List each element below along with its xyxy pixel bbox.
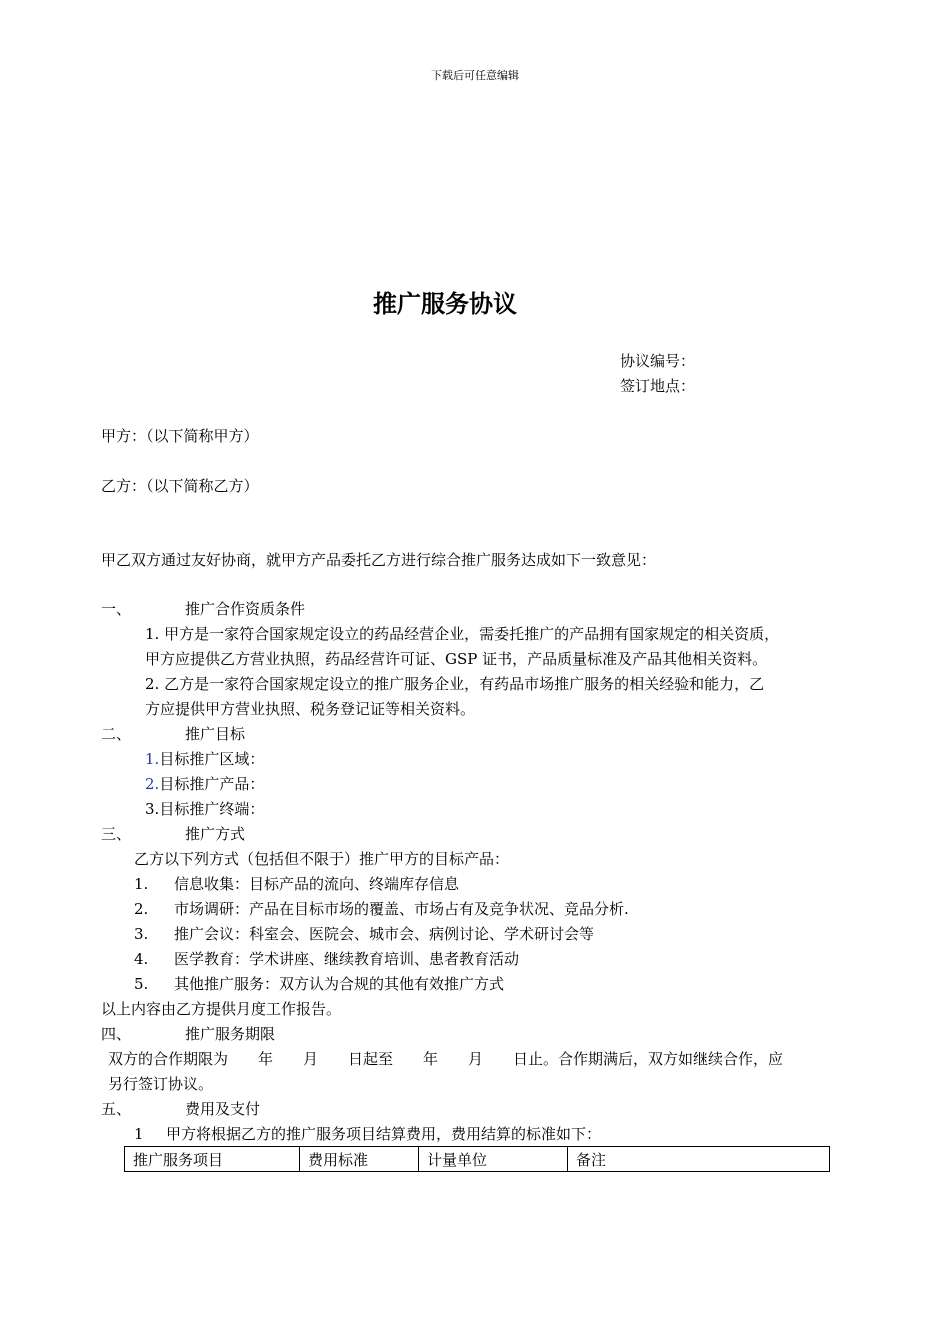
section2-number: 二、 [101,725,132,743]
section3-note: 以上内容由乙方提供月度工作报告。 [101,1000,342,1018]
party-a: 甲方：（以下简称甲方） [101,427,259,445]
target-item-text: 目标推广终端： [159,800,265,818]
fee-table-header-row [125,1147,830,1172]
section1-para1-line1: 1. 甲方是一家符合国家规定设立的药品经营企业，需委托推广的产品拥有国家规定的相关资质， [145,625,780,643]
method-item-number: 3. [134,925,149,943]
fee-table-header-cell: 费用标准 [300,1147,419,1172]
target-item [145,799,264,819]
section2-title: 推广目标 [185,725,246,743]
method-item-number: 1. [134,875,149,893]
method-item-text: 医学教育：学术讲座、继续教育培训、患者教育活动 [174,950,520,968]
section1-para2-line2: 方应提供甲方营业执照、税务登记证等相关资料。 [145,700,476,718]
document-title: 推广服务协议 [373,290,517,318]
section4-number: 四、 [101,1025,132,1043]
method-item-text: 市场调研：产品在目标市场的覆盖、市场占有及竞争状况、竞品分析. [174,900,629,918]
target-item-number: 1. [145,750,160,768]
section3-title: 推广方式 [185,825,246,843]
intro-paragraph: 甲乙双方通过友好协商，就甲方产品委托乙方进行综合推广服务达成如下一致意见： [101,551,657,569]
section5-item1-number: 1 [134,1125,144,1143]
method-item-number: 2. [134,900,149,918]
section3-number: 三、 [101,825,132,843]
method-item-number: 4. [134,950,149,968]
header-note: 下载后可任意编辑 [431,69,519,82]
fee-table-header-cell: 推广服务项目 [125,1147,300,1172]
party-b: 乙方：（以下简称乙方） [101,477,259,495]
section5-title: 费用及支付 [185,1100,261,1118]
method-item-text: 信息收集：目标产品的流向、终端库存信息 [174,875,460,893]
target-item-text: 目标推广产品： [159,775,265,793]
section4-title: 推广服务期限 [185,1025,276,1043]
sign-place-label: 签订地点： [620,377,696,395]
section3-intro: 乙方以下列方式（包括但不限于）推广甲方的目标产品： [134,850,510,868]
fee-table [124,1146,830,1172]
method-item-number: 5. [134,975,149,993]
section4-line1: 双方的合作期限为 年 月 日起至 年 月 日止。合作期满后，双方如继续合作，应 [108,1050,784,1068]
target-item [145,749,264,769]
section1-para2-line1: 2. 乙方是一家符合国家规定设立的推广服务企业，有药品市场推广服务的相关经验和能力，乙 [145,675,765,693]
section5-number: 五、 [101,1100,132,1118]
target-item [145,774,264,794]
target-item-text: 目标推广区域： [159,750,265,768]
section5-item1-text: 甲方将根据乙方的推广服务项目结算费用，费用结算的标准如下： [166,1125,602,1143]
section1-number: 一、 [101,600,132,618]
section1-title: 推广合作资质条件 [185,600,306,618]
target-item-number: 2. [145,775,160,793]
target-item-number: 3. [145,800,160,818]
fee-table-header-cell: 计量单位 [419,1147,568,1172]
fee-table-header-cell: 备注 [568,1147,830,1172]
agreement-number-label: 协议编号： [620,352,696,370]
section4-line2: 另行签订协议。 [108,1075,214,1093]
section1-para1-line2: 甲方应提供乙方营业执照，药品经营许可证、GSP 证书，产品质量标准及产品其他相关资料。 [145,650,768,668]
method-item-text: 其他推广服务：双方认为合规的其他有效推广方式 [174,975,505,993]
method-item-text: 推广会议：科室会、医院会、城市会、病例讨论、学术研讨会等 [174,925,595,943]
